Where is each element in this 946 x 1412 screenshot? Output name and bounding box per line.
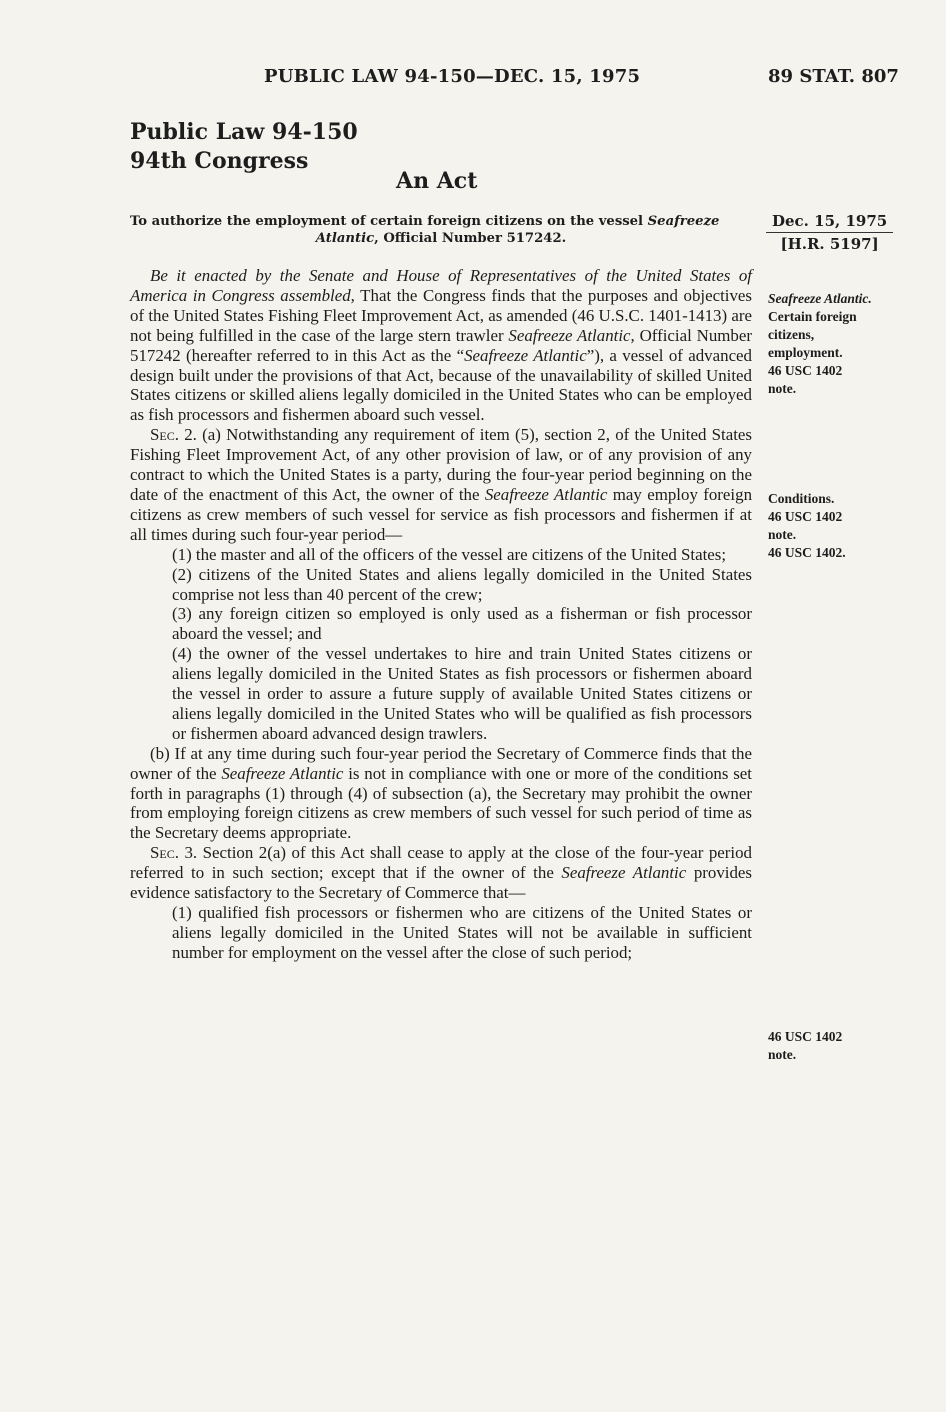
section-3 [130,843,752,903]
sidenote-3 [768,1028,842,1064]
paragraph-item [172,545,752,565]
section-label: Sec. 2. [150,425,197,445]
item-text: (1) the master and all of the officers of the vessel are citizens of the United States; [172,544,727,564]
sidenote-line: note. [768,1047,797,1062]
sidenote-line: 46 USC 1402 [768,363,843,378]
date-box [766,210,893,255]
vessel-name: Seafreeze Atlantic [484,484,608,504]
sidenote-line: 46 USC 1402 [768,1029,843,1044]
vessel-name: Seafreeze [647,214,720,229]
section-text: (b) If at any time during such four-year period the Secretary of Commerce finds that the owner of the [130,743,752,783]
sidenote-vessel: Seafreeze Atlantic. [768,291,872,306]
section-text: ”), a vessel of advanced design built under the provisions of that Act, because of the unavailability of skilled United States citizens or skilled aliens legally domiciled in the United States who can be employed as fish processors and fishermen aboard such vessel. [130,345,753,425]
sidenote-line: note. [768,527,797,542]
sidenote-line: Certain foreign [768,309,857,324]
vessel-name: Seafreeze Atlantic [464,345,587,365]
sidenote-1 [768,290,872,398]
enactment-date: Dec. 15, 1975 [766,210,893,233]
purpose-text: , Official Number 517242. [374,231,567,246]
section-2b [130,744,752,844]
item-text: (1) qualified fish processors or fishermen who are citizens of the United States or aliens legally domiciled in the United States will not be available in sufficient number for employment on the vessel after the close of such period; [172,903,752,962]
section-2a [130,425,752,544]
sidenote-line: Conditions. [768,491,835,506]
paragraph-item [172,604,752,644]
act-purpose [130,213,752,247]
congress-number: 94th Congress [130,148,309,174]
purpose-text: To authorize the employment of certain foreign citizens on the vessel [130,214,648,229]
paragraph-item [172,565,752,605]
section-text: may employ foreign citizens as crew members of such vessel for service as fish processors and fishermen if at all times during such four-year period— [130,484,753,544]
sidenote-line: citizens, [768,327,815,342]
vessel-name: Seafreeze Atlantic, [508,325,635,345]
section-text: Official Number 517242 (hereafter referred to in this Act as the “ [130,325,752,365]
item-text: (3) any foreign citizen so employed is only used as a fisherman or fish processor aboard the vessel; and [172,604,752,644]
section-text: Section 2(a) of this Act shall cease to apply at the close of the four-year period referred to in such section; except that if the owner of the [130,843,752,883]
item-text: (4) the owner of the vessel undertakes to hire and train United States citizens or aliens legally domiciled in the United States as fish processors or fishermen aboard the vessel in order to assure a future supply of available United States citizens or aliens legally domiciled in the United States who will be qualified as fish processors or fishermen aboard advanced design trawlers. [172,644,752,743]
section-text: (a) Notwithstanding any requirement of item (5), section 2, of the United States Fishing Fleet Improvement Act, of any other provision of law, or of any provision of any contract to which the United States is a party, during the four-year period beginning on the date of the enactment of this Act, the owner of the [130,425,752,504]
section-text: is not in compliance with one or more of the conditions set forth in paragraphs (1) through (4) of subsection (a), the Secretary may prohibit the owner from employing foreign citizens as crew members of such vessel for such period of time as the Secretary deems appropriate. [130,763,752,843]
sidenote-line: 46 USC 1402. [768,545,846,560]
act-body [130,266,752,963]
purpose-line-2 [130,230,752,247]
sidenote-line: employment. [768,345,843,360]
vessel-name: Seafreeze Atlantic [221,763,344,783]
section-text: provides evidence satisfactory to the Secretary of Commerce that— [130,863,752,903]
statute-reference: 89 STAT. 807 [768,66,899,87]
running-head: PUBLIC LAW 94-150—DEC. 15, 1975 [264,66,641,87]
purpose-line-1 [130,213,752,230]
sidenote-line: 46 USC 1402 [768,509,843,524]
act-heading: An Act [396,168,478,194]
section-1 [130,266,752,425]
vessel-name: Seafreeze Atlantic [561,863,687,883]
enacting-clause: Be it enacted by the Senate and House of Representatives of the United States of America in Congress assembled, [130,266,752,305]
item-text: (2) citizens of the United States and aliens legally domiciled in the United States comprise not less than 40 percent of the crew; [172,564,752,604]
sidenote-line: note. [768,381,797,396]
paragraph-item [172,903,752,963]
bill-number: [H.R. 5197] [780,235,879,253]
public-law-number: Public Law 94-150 [130,119,358,145]
sidenote-2 [768,490,846,562]
law-title-block [130,118,358,176]
section-label: Sec. 3. [150,843,198,863]
section-text: That the Congress finds that the purposes and objectives of the United States Fishing Fleet Improvement Act, as amended (46 U.S.C. 1401-1413) are not being fulfilled in the case of the large stern trawler [130,285,752,345]
paragraph-item [172,644,752,744]
vessel-name: Atlantic [315,231,375,246]
